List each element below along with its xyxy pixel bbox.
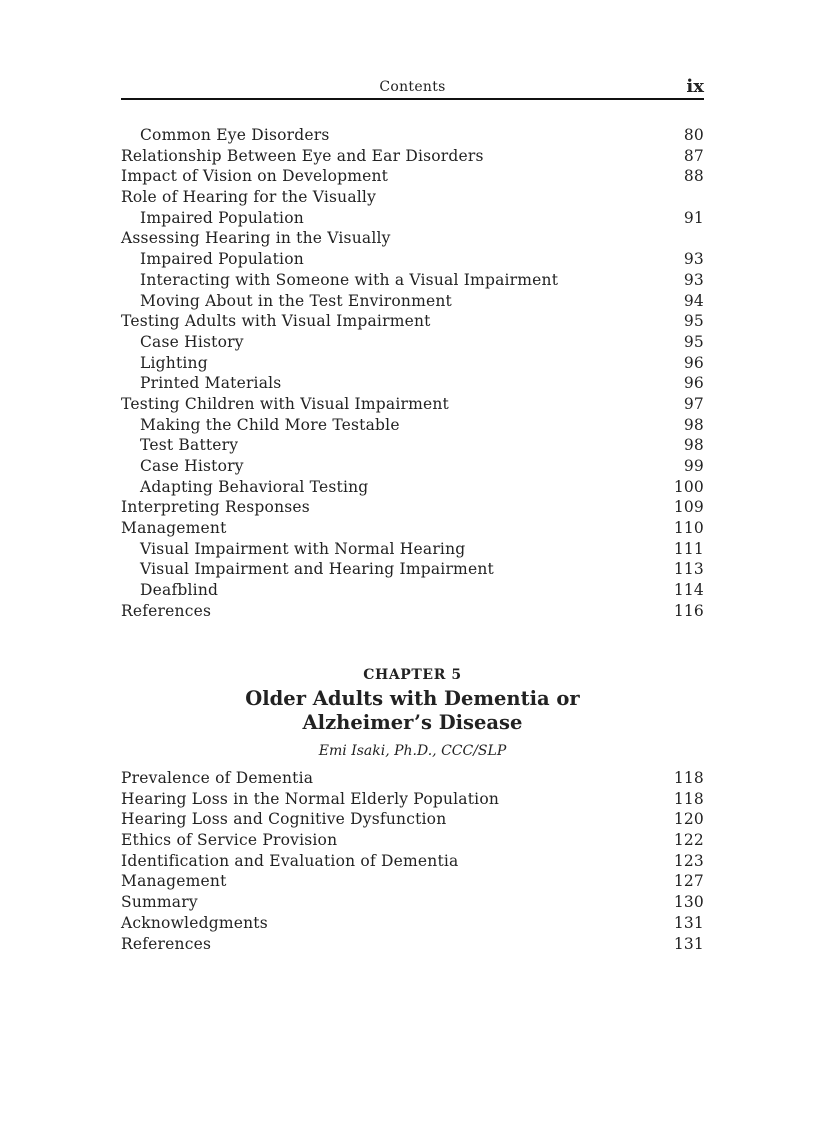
toc-entry-page: 109: [673, 498, 704, 517]
toc-entry-page: 96: [683, 353, 704, 372]
toc-entry: [121, 871, 704, 892]
toc-entry-page: 118: [673, 789, 704, 808]
toc-entry-title: Moving About in the Test Environment: [140, 291, 452, 310]
toc-entry-page: 110: [673, 519, 704, 538]
toc-entry-title: References: [121, 601, 212, 620]
toc-entry: [121, 789, 704, 810]
toc-entry-title: Adapting Behavioral Testing: [140, 477, 369, 496]
running-header-title: Contents: [379, 79, 446, 95]
toc-entry-title: References: [121, 934, 212, 953]
toc-entry-page: 118: [673, 769, 704, 787]
toc-entry: [121, 559, 704, 580]
toc-entry: [121, 477, 704, 498]
toc-entry: [121, 456, 704, 477]
toc-entry-page: 100: [673, 477, 704, 496]
toc-entry: [121, 892, 704, 913]
toc-entry: [121, 497, 704, 518]
toc-entry-title: Testing Children with Visual Impairment: [121, 394, 449, 413]
toc-entry: [121, 539, 704, 560]
toc-entry: [121, 270, 704, 291]
toc-entry-title: Case History: [140, 332, 244, 351]
toc-entry-title: Identification and Evaluation of Dementia: [121, 851, 459, 870]
toc-entry-page: 94: [683, 291, 704, 310]
toc-entry: [121, 291, 704, 312]
toc-entry-title: Impaired Population: [140, 250, 304, 269]
toc-entry-page: 88: [683, 167, 704, 186]
toc-entry: [121, 394, 704, 415]
toc-entry-page: 131: [673, 934, 704, 953]
toc-entry-title: Interpreting Responses: [121, 498, 310, 517]
toc-entry-title: Printed Materials: [140, 374, 282, 393]
toc-entry-title: Test Battery: [140, 436, 239, 455]
toc-entry-page: 113: [673, 560, 704, 579]
toc-entry-title: Impaired Population: [140, 208, 304, 227]
toc-entry: [121, 125, 704, 146]
page-number: ix: [686, 76, 704, 97]
toc-entry: [121, 913, 704, 934]
toc-entry: [121, 373, 704, 394]
toc-entry: [121, 249, 704, 270]
toc-entry-page: 98: [683, 415, 704, 434]
toc-entry-page: 93: [683, 250, 704, 269]
toc-entry-page: 95: [683, 312, 704, 331]
toc-entry: [121, 601, 704, 622]
toc-entry-title: Making the Child More Testable: [140, 415, 400, 434]
toc-entry: [121, 187, 704, 208]
toc-entry-page: 114: [673, 581, 704, 600]
toc-entry-page: 93: [683, 270, 704, 289]
toc-entry-page: 116: [673, 601, 704, 620]
chapter-title-line-2: Alzheimer’s Disease: [302, 711, 523, 734]
toc-entry: [121, 830, 704, 851]
toc-entry: [121, 435, 704, 456]
toc-entry-title: Management: [121, 872, 227, 891]
chapter-heading: [121, 665, 704, 761]
toc-entry-page: 95: [683, 332, 704, 351]
toc-entry-page: 111: [673, 539, 704, 558]
toc-entry-title: Hearing Loss and Cognitive Dysfunction: [121, 810, 447, 829]
toc-entry-title: Visual Impairment and Hearing Impairment: [140, 560, 494, 579]
toc-entry-page: 80: [683, 126, 704, 144]
toc-entry-page: 131: [673, 913, 704, 932]
toc-entry-page: 122: [673, 831, 704, 850]
toc-entry: [121, 332, 704, 353]
toc-entry-page: 99: [683, 457, 704, 475]
toc-entry: [121, 166, 704, 187]
toc-entry-page: 127: [673, 872, 704, 891]
toc-entry-title: Assessing Hearing in the Visually: [121, 229, 391, 248]
toc-entry-title: Ethics of Service Provision: [121, 831, 338, 850]
toc-entry-title: Relationship Between Eye and Ear Disorders: [121, 146, 484, 165]
toc-list-previous-chapter: [121, 125, 704, 622]
toc-entry-title: Visual Impairment with Normal Hearing: [140, 539, 466, 558]
toc-entry: [121, 228, 704, 249]
toc-entry: [121, 809, 704, 830]
chapter-title: [121, 687, 704, 735]
toc-entry: [121, 208, 704, 229]
toc-entry-title: Summary: [121, 893, 198, 912]
toc-entry-title: Interacting with Someone with a Visual Impairment: [140, 270, 559, 289]
toc-entry-page: 120: [673, 810, 704, 829]
toc-entry-title: Acknowledgments: [121, 913, 268, 932]
toc-entry-title: Testing Adults with Visual Impairment: [121, 312, 431, 331]
toc-entry: [121, 353, 704, 374]
toc-entry-title: Deafblind: [140, 581, 219, 600]
toc-entry-title: Impact of Vision on Development: [121, 167, 389, 186]
toc-entry-title: Prevalence of Dementia: [121, 769, 314, 787]
toc-entry: [121, 851, 704, 872]
toc-entry-title: Hearing Loss in the Normal Elderly Population: [121, 789, 500, 808]
toc-entry: [121, 768, 704, 789]
toc-entry-page: 98: [683, 436, 704, 455]
toc-entry-title: Case History: [140, 457, 244, 475]
toc-entry: [121, 415, 704, 436]
toc-entry-title: Lighting: [140, 353, 208, 372]
toc-entry-title: Common Eye Disorders: [140, 126, 330, 144]
chapter-label: CHAPTER 5: [363, 667, 462, 683]
toc-entry-title: Management: [121, 519, 227, 538]
toc-entry-title: Role of Hearing for the Visually: [121, 188, 377, 207]
toc-entry: [121, 934, 704, 955]
toc-list-chapter-5: [121, 768, 704, 954]
toc-entry: [121, 518, 704, 539]
toc-entry-page: 130: [673, 893, 704, 912]
toc-entry: [121, 580, 704, 601]
toc-entry-page: 123: [673, 851, 704, 870]
toc-entry-page: 91: [683, 208, 704, 227]
chapter-author: Emi Isaki, Ph.D., CCC/SLP: [318, 743, 507, 759]
toc-entry-page: 87: [683, 146, 704, 165]
toc-entry: [121, 146, 704, 167]
toc-entry: [121, 311, 704, 332]
toc-entry-page: 96: [683, 374, 704, 393]
running-header: [121, 76, 704, 100]
chapter-title-line-1: Older Adults with Dementia or: [245, 687, 580, 710]
toc-entry-page: 97: [683, 394, 704, 413]
